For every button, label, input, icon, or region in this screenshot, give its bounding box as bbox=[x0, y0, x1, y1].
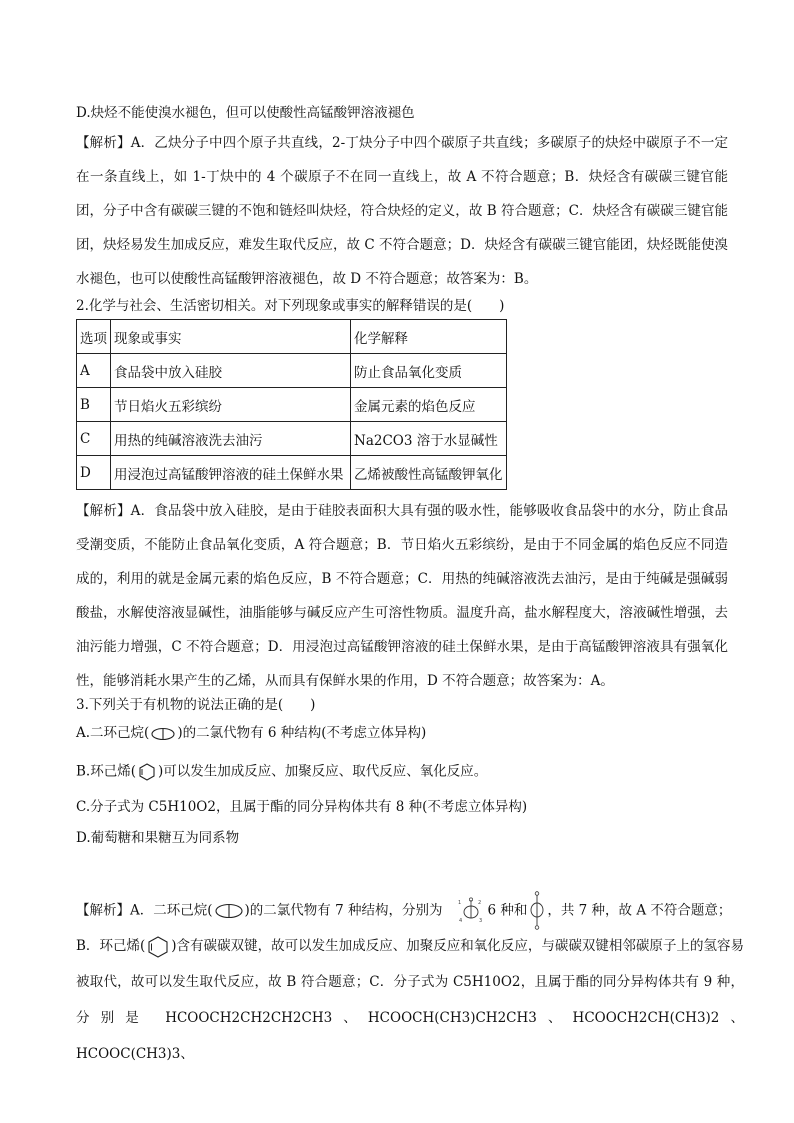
q3-option-a-prefix: A.二环己烷( bbox=[76, 725, 150, 741]
svg-text:1: 1 bbox=[458, 900, 462, 906]
table-cell: Na2CO3 溶于水显碱性 bbox=[351, 422, 507, 456]
table-cell: 金属元素的焰色反应 bbox=[351, 388, 507, 422]
table-row bbox=[77, 388, 507, 422]
dichloro-isomer-structure-icon bbox=[528, 890, 546, 932]
table-cell: 节日焰火五彩缤纷 bbox=[111, 388, 351, 422]
q3-analysis-b-prefix: B．环己烯( bbox=[76, 938, 146, 954]
q3-analysis-rest bbox=[76, 928, 744, 1072]
table-cell: 用热的纯碱溶液洗去油污 bbox=[111, 422, 351, 456]
q3-option-b-suffix: )可以发生加成反应、加聚反应、取代反应、氧化反应。 bbox=[157, 763, 488, 780]
q3-option-a-suffix: )的二氯代物有 6 种结构(不考虑立体异构) bbox=[177, 725, 427, 741]
svg-text:3: 3 bbox=[479, 918, 483, 924]
cyclohexene-structure-icon bbox=[146, 935, 170, 959]
dichloro-isomer-structure-icon bbox=[456, 896, 486, 926]
q3-option-b bbox=[76, 762, 487, 782]
table-cell: C bbox=[77, 422, 111, 456]
table-cell: 乙烯被酸性高锰酸钾氧化 bbox=[351, 456, 507, 490]
q3-analysis-a-mid: )的二氯代物有 7 种结构，分别为 bbox=[244, 902, 443, 919]
table-cell: 用浸泡过高锰酸钾溶液的硅土保鲜水果 bbox=[111, 456, 351, 490]
bicyclohexane-structure-icon bbox=[214, 903, 244, 919]
q3-stem: 3.下列关于有机物的说法正确的是( ) bbox=[76, 697, 316, 713]
q3-option-c: C.分子式为 C5H10O2，且属于酯的同分异构体共有 8 种(不考虑立体异构) bbox=[76, 799, 528, 815]
q2-stem: 2.化学与社会、生活密切相关。对下列现象或事实的解释错误的是( ) bbox=[76, 298, 505, 314]
table-row bbox=[77, 422, 507, 456]
q2-analysis: 【解析】A．食品袋中放入硅胶，是由于硅胶表面积大具有强的吸水性，能够吸收食品袋中的水分，防止食品受潮变质，不能防止食品氧化变质，A 符合题意；B．节日焰火五彩缤纷，是由于不同金属的焰色反应不同造成的，利用的就是金属元素的焰色反应，B 不符合题意；C．用热的纯碱溶液洗去油污，是由于纯碱是强碱弱酸盐，水解使溶液显碱性，油脂能够与碱反应产生可溶性物质。温度升高，盐水解程度大，溶液碱性增强，去油污能力增强，C 不符合题意；D．用浸泡过高锰酸钾溶液的硅土保鲜水果，是由于高锰酸钾溶液具有强氧化性，能够消耗水果产生的乙烯，从而具有保鲜水果的作用，D 不符合题意；故答案为：A。 bbox=[76, 503, 728, 689]
q2-options-table bbox=[76, 319, 507, 490]
q3-option-b-prefix: B.环己烯( bbox=[76, 763, 136, 780]
table-header-row bbox=[77, 320, 507, 354]
table-header-cell: 化学解释 bbox=[351, 320, 507, 354]
q3-option-d: D.葡萄糖和果糖互为同系物 bbox=[76, 830, 240, 846]
table-cell: B bbox=[77, 388, 111, 422]
svg-text:2: 2 bbox=[478, 900, 482, 906]
table-row bbox=[77, 354, 507, 388]
q3-analysis-b-rest: )含有碳碳双键，故可以发生加成反应、加聚反应和氧化反应，与碳碳双键相邻碳原子上的氢容易被取代，故可以发生取代反应，故 B 符合题意；C．分子式为 C5H10O2，且属于酯的同分异构体共有 9 种，分别是 HCOOCH2CH2CH2CH3、HCOOCH(CH3)CH2CH3、HCOOCH2CH(CH3)2、HCOOC(CH3)3、 bbox=[76, 938, 745, 1062]
table-cell: A bbox=[77, 354, 111, 388]
q1-option-d: D.炔烃不能使溴水褪色，但可以使酸性高锰酸钾溶液褪色 bbox=[76, 105, 415, 121]
svg-text:4: 4 bbox=[459, 918, 463, 924]
q3-analysis-line-1 bbox=[76, 890, 731, 932]
q3-analysis-a-prefix: 【解析】A．二环己烷( bbox=[76, 902, 213, 919]
table-header-cell: 选项 bbox=[77, 320, 111, 354]
cyclohexene-structure-icon bbox=[137, 762, 157, 782]
q3-analysis-a-six: 6 种和 bbox=[487, 902, 528, 919]
table-cell: 食品袋中放入硅胶 bbox=[111, 354, 351, 388]
q3-option-a bbox=[76, 724, 426, 742]
q1-analysis: 【解析】A．乙炔分子中四个原子共直线，2-丁炔分子中四个碳原子共直线；多碳原子的炔烃中碳原子不一定在一条直线上，如 1-丁炔中的 4 个碳原子不在同一直线上，故 A 不符合题意；B．炔烃含有碳碳三键官能团，分子中含有碳碳三键的不饱和链烃叫炔烃，符合炔烃的定义，故 B 符合题意；C．炔烃含有碳碳三键官能团，炔烃易发生加成反应，难发生取代反应，故 C 不符合题意；D．炔烃含有碳碳三键官能团，炔烃既能使溴水褪色，也可以使酸性高锰酸钾溶液褪色，故 D 不符合题意；故答案为：B。 bbox=[76, 135, 728, 287]
q3-analysis-a-suffix: ，共 7 种，故 A 不符合题意； bbox=[547, 902, 732, 919]
table-cell: D bbox=[77, 456, 111, 490]
table-cell: 防止食品氧化变质 bbox=[351, 354, 507, 388]
table-header-cell: 现象或事实 bbox=[111, 320, 351, 354]
bicyclohexane-structure-icon bbox=[150, 727, 176, 741]
table-row bbox=[77, 456, 507, 490]
